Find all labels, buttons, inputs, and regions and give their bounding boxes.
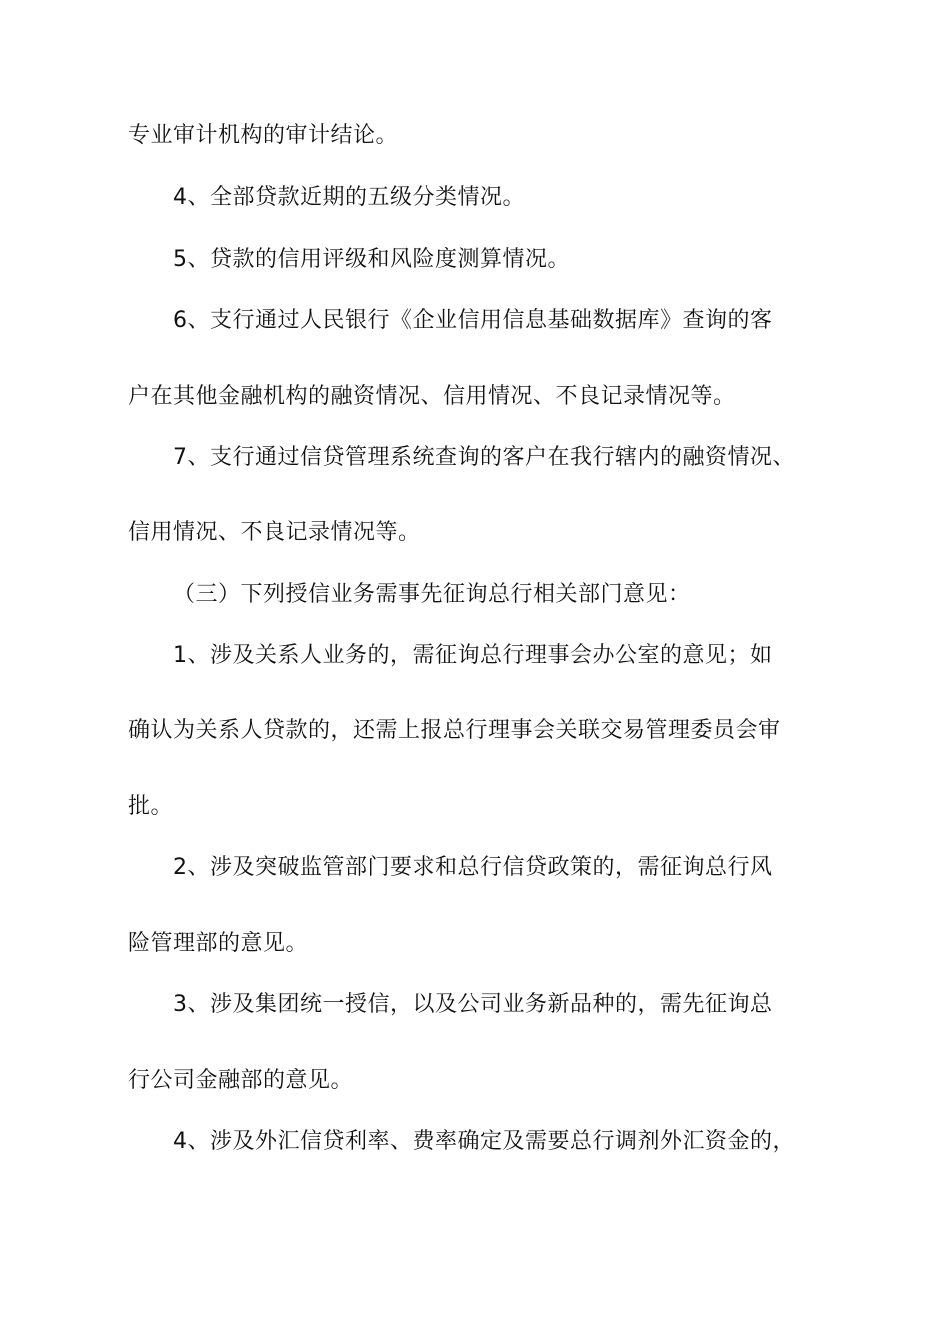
text-line: 险管理部的意见。 [128,931,309,956]
text-line: 户在其他金融机构的融资情况、信用情况、不良记录情况等。 [128,384,736,409]
text-line: 3、涉及集团统一授信，以及公司业务新品种的，需先征询总 [173,992,773,1017]
text-line: 4、涉及外汇信贷利率、费率确定及需要总行调剂外汇资金的， [173,1129,795,1154]
text-line: 1、涉及关系人业务的，需征询总行理事会办公室的意见；如 [173,643,773,668]
text-line: 确认为关系人贷款的，还需上报总行理事会关联交易管理委员会审 [128,718,781,743]
text-line: 批。 [128,794,174,819]
section-heading: （三）下列授信业务需事先征询总行相关部门意见： [173,582,691,607]
text-line: 行公司金融部的意见。 [128,1068,354,1093]
text-line: 4、全部贷款近期的五级分类情况。 [173,185,525,210]
text-line: 专业审计机构的审计结论。 [128,123,399,148]
text-line: 6、支行通过人民银行《企业信用信息基础数据库》查询的客 [173,308,773,333]
text-line: 7、支行通过信贷管理系统查询的客户在我行辖内的融资情况、 [173,445,795,470]
text-line: 5、贷款的信用评级和风险度测算情况。 [173,247,570,272]
text-line: 信用情况、不良记录情况等。 [128,520,421,545]
text-line: 2、涉及突破监管部门要求和总行信贷政策的，需征询总行风 [173,855,773,880]
